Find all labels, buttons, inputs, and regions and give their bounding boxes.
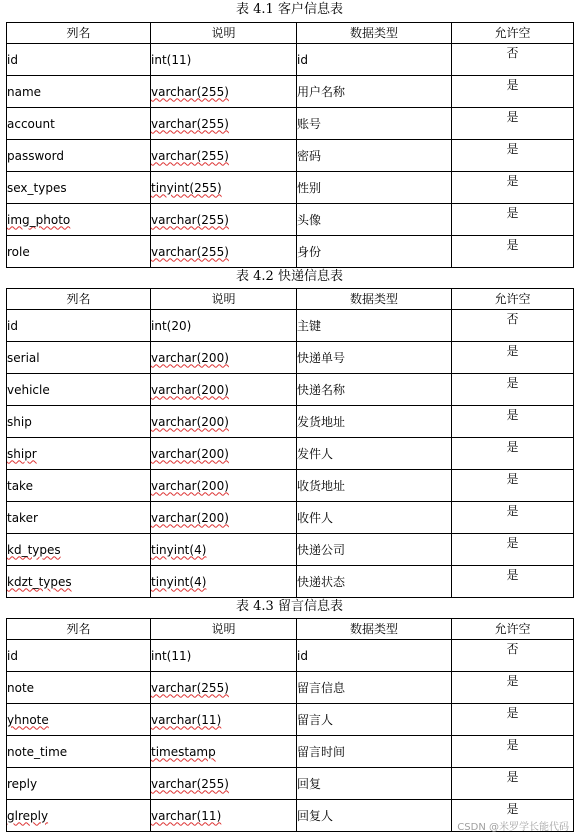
nullable-cell-text: 是: [506, 440, 519, 454]
nullable-cell-text: 是: [506, 472, 519, 486]
description-cell-text: id: [297, 52, 308, 67]
table-row: [7, 672, 574, 704]
description-cell-text: 快递公司: [297, 543, 346, 557]
nullable-cell: [452, 374, 574, 406]
nullable-cell: [452, 736, 574, 768]
nullable-cell-text: 是: [506, 536, 519, 550]
column-name-cell-text: note: [7, 680, 35, 695]
data-type-cell: [151, 640, 297, 672]
description-cell-text: 快递名称: [297, 383, 346, 397]
nullable-cell-text: 是: [506, 568, 519, 582]
column-name-cell: [7, 310, 151, 342]
column-name-cell: [7, 534, 151, 566]
column-header: 数据类型: [297, 23, 452, 44]
column-header: 允许空: [452, 619, 574, 640]
description-cell-text: id: [297, 648, 308, 663]
column-header: 说明: [151, 23, 297, 44]
column-name-cell: [7, 640, 151, 672]
nullable-cell: [452, 704, 574, 736]
column-header: 数据类型: [297, 289, 452, 310]
nullable-cell-text: 是: [506, 504, 519, 518]
table-row: [7, 236, 574, 268]
column-name-cell-text: taker: [7, 510, 38, 525]
description-cell-text: 账号: [297, 117, 322, 131]
nullable-cell-text: 是: [506, 110, 519, 124]
description-cell: [297, 768, 452, 800]
description-cell-text: 身份: [297, 245, 322, 259]
column-name-cell: [7, 672, 151, 704]
description-cell-text: 回复人: [297, 809, 334, 823]
data-type-cell-text: varchar(200): [151, 414, 229, 429]
data-type-cell-text: varchar(255): [151, 244, 229, 259]
column-name-cell-text: shipr: [7, 446, 37, 461]
data-type-cell: [151, 502, 297, 534]
description-cell: [297, 76, 452, 108]
column-name-cell-text: kdzt_types: [7, 574, 72, 589]
data-type-cell-text: varchar(255): [151, 148, 229, 163]
nullable-cell: [452, 236, 574, 268]
column-name-cell-text: name: [7, 84, 42, 99]
data-type-cell-text: tinyint(4): [151, 542, 207, 557]
column-name-cell-text: img_photo: [7, 212, 71, 227]
column-header: 允许空: [452, 23, 574, 44]
column-name-cell-text: id: [7, 52, 18, 67]
nullable-cell: [452, 44, 574, 76]
data-type-cell-text: varchar(255): [151, 212, 229, 227]
column-name-cell-text: password: [7, 148, 64, 163]
nullable-cell-text: 是: [506, 408, 519, 422]
description-cell-text: 收货地址: [297, 479, 346, 493]
data-type-cell-text: varchar(255): [151, 776, 229, 791]
table-row: [7, 44, 574, 76]
description-cell: [297, 236, 452, 268]
caption-table-3: 表 4.3 留言信息表: [236, 599, 343, 614]
description-cell: [297, 310, 452, 342]
table-row: [7, 470, 574, 502]
column-name-cell: [7, 374, 151, 406]
table-row: [7, 76, 574, 108]
column-header: 说明: [151, 289, 297, 310]
data-type-cell-text: varchar(200): [151, 510, 229, 525]
column-name-cell-text: reply: [7, 776, 38, 791]
column-name-cell: [7, 172, 151, 204]
data-type-cell-text: varchar(255): [151, 116, 229, 131]
description-cell-text: 快递状态: [297, 575, 346, 589]
nullable-cell: [452, 172, 574, 204]
table-row: [7, 566, 574, 598]
table-row: [7, 640, 574, 672]
description-cell-text: 头像: [297, 213, 322, 227]
column-name-cell: [7, 566, 151, 598]
data-type-cell-text: varchar(200): [151, 446, 229, 461]
data-type-cell-text: varchar(11): [151, 712, 222, 727]
nullable-cell: [452, 406, 574, 438]
nullable-cell: [452, 342, 574, 374]
description-cell: [297, 438, 452, 470]
data-type-cell: [151, 768, 297, 800]
table-row: [7, 172, 574, 204]
table-row: [7, 140, 574, 172]
column-header: 允许空: [452, 289, 574, 310]
table-row: [7, 736, 574, 768]
caption-table-1: 表 4.1 客户信息表: [236, 2, 343, 17]
column-name-cell: [7, 438, 151, 470]
nullable-cell: [452, 76, 574, 108]
column-name-cell: [7, 236, 151, 268]
column-name-cell-text: account: [7, 116, 55, 131]
table-row: [7, 204, 574, 236]
column-name-cell: [7, 76, 151, 108]
column-name-cell: [7, 736, 151, 768]
table-row: [7, 768, 574, 800]
column-name-cell: [7, 768, 151, 800]
data-type-cell-text: int(11): [151, 52, 192, 67]
column-name-cell-text: yhnote: [7, 712, 49, 727]
column-name-cell: [7, 140, 151, 172]
column-name-cell-text: role: [7, 244, 30, 259]
column-name-cell: [7, 342, 151, 374]
column-name-cell-text: glreply: [7, 808, 49, 823]
description-cell-text: 留言信息: [297, 681, 346, 695]
description-cell: [297, 704, 452, 736]
data-type-cell-text: int(11): [151, 648, 192, 663]
nullable-cell-text: 是: [506, 376, 519, 390]
table-row: [7, 406, 574, 438]
description-cell-text: 回复: [297, 777, 322, 791]
table-row: [7, 704, 574, 736]
data-type-cell-text: varchar(200): [151, 382, 229, 397]
column-name-cell: [7, 108, 151, 140]
data-type-cell: [151, 534, 297, 566]
description-cell-text: 性别: [297, 181, 322, 195]
table-customer-info: [6, 22, 574, 268]
table-message-info: [6, 618, 574, 832]
nullable-cell: [452, 438, 574, 470]
column-header: 列名: [7, 23, 151, 44]
nullable-cell-text: 是: [506, 738, 519, 752]
table-row: [7, 374, 574, 406]
table-express-info: [6, 288, 574, 598]
data-type-cell: [151, 342, 297, 374]
description-cell-text: 主键: [297, 319, 322, 333]
data-type-cell: [151, 44, 297, 76]
table-row: [7, 534, 574, 566]
column-name-cell: [7, 470, 151, 502]
data-type-cell: [151, 374, 297, 406]
data-type-cell-text: timestamp: [151, 744, 216, 759]
description-cell: [297, 470, 452, 502]
data-type-cell-text: varchar(200): [151, 478, 229, 493]
description-cell: [297, 406, 452, 438]
nullable-cell-text: 是: [506, 174, 519, 188]
nullable-cell: [452, 640, 574, 672]
nullable-cell-text: 是: [506, 674, 519, 688]
nullable-cell: [452, 566, 574, 598]
column-name-cell-text: vehicle: [7, 382, 50, 397]
table-row: [7, 310, 574, 342]
description-cell: [297, 374, 452, 406]
description-cell: [297, 800, 452, 832]
column-name-cell: [7, 704, 151, 736]
nullable-cell: [452, 470, 574, 502]
nullable-cell-text: 是: [506, 706, 519, 720]
description-cell: [297, 566, 452, 598]
column-name-cell: [7, 406, 151, 438]
column-name-cell: [7, 502, 151, 534]
nullable-cell-text: 是: [506, 238, 519, 252]
column-name-cell: [7, 204, 151, 236]
nullable-cell: [452, 108, 574, 140]
description-cell-text: 发货地址: [297, 415, 346, 429]
nullable-cell-text: 是: [506, 770, 519, 784]
column-header: 数据类型: [297, 619, 452, 640]
nullable-cell: [452, 310, 574, 342]
description-cell: [297, 44, 452, 76]
column-name-cell-text: ship: [7, 414, 32, 429]
column-header: 说明: [151, 619, 297, 640]
nullable-cell: [452, 768, 574, 800]
nullable-cell-text: 是: [506, 78, 519, 92]
description-cell: [297, 140, 452, 172]
column-header: 列名: [7, 289, 151, 310]
column-name-cell-text: take: [7, 478, 33, 493]
data-type-cell: [151, 672, 297, 704]
column-name-cell-text: kd_types: [7, 542, 61, 557]
data-type-cell-text: tinyint(255): [151, 180, 222, 195]
nullable-cell: [452, 534, 574, 566]
description-cell-text: 留言人: [297, 713, 334, 727]
description-cell: [297, 204, 452, 236]
data-type-cell: [151, 108, 297, 140]
data-type-cell: [151, 76, 297, 108]
nullable-cell: [452, 140, 574, 172]
nullable-cell-text: 是: [506, 142, 519, 156]
nullable-cell-text: 否: [506, 46, 519, 60]
description-cell-text: 快递单号: [297, 351, 346, 365]
table-row: [7, 438, 574, 470]
data-type-cell: [151, 236, 297, 268]
data-type-cell: [151, 736, 297, 768]
data-type-cell: [151, 310, 297, 342]
table-row: [7, 108, 574, 140]
nullable-cell-text: 是: [506, 206, 519, 220]
description-cell: [297, 534, 452, 566]
data-type-cell-text: tinyint(4): [151, 574, 207, 589]
data-type-cell-text: varchar(255): [151, 84, 229, 99]
data-type-cell-text: varchar(255): [151, 680, 229, 695]
column-name-cell: [7, 44, 151, 76]
column-name-cell-text: id: [7, 318, 18, 333]
column-name-cell-text: id: [7, 648, 18, 663]
data-type-cell: [151, 566, 297, 598]
nullable-cell-text: 否: [506, 642, 519, 656]
description-cell-text: 留言时间: [297, 745, 346, 759]
data-type-cell: [151, 704, 297, 736]
column-name-cell-text: serial: [7, 350, 40, 365]
column-name-cell-text: note_time: [7, 744, 68, 759]
nullable-cell-text: 是: [506, 344, 519, 358]
description-cell: [297, 342, 452, 374]
data-type-cell: [151, 204, 297, 236]
column-name-cell-text: sex_types: [7, 180, 67, 195]
data-type-cell-text: varchar(200): [151, 350, 229, 365]
nullable-cell: [452, 502, 574, 534]
nullable-cell: [452, 672, 574, 704]
description-cell-text: 密码: [297, 149, 322, 163]
data-type-cell: [151, 140, 297, 172]
description-cell: [297, 736, 452, 768]
column-header: 列名: [7, 619, 151, 640]
csdn-watermark: CSDN @米罗学长能代码: [457, 822, 569, 833]
description-cell-text: 用户名称: [297, 85, 346, 99]
data-type-cell: [151, 406, 297, 438]
data-type-cell: [151, 172, 297, 204]
data-type-cell: [151, 438, 297, 470]
caption-table-2: 表 4.2 快递信息表: [236, 269, 343, 284]
description-cell: [297, 672, 452, 704]
description-cell: [297, 640, 452, 672]
table-row: [7, 502, 574, 534]
data-type-cell-text: int(20): [151, 318, 192, 333]
nullable-cell-text: 否: [506, 312, 519, 326]
nullable-cell-text: 是: [506, 802, 519, 816]
column-name-cell: [7, 800, 151, 832]
description-cell-text: 发件人: [297, 447, 334, 461]
table-row: [7, 342, 574, 374]
nullable-cell: [452, 204, 574, 236]
data-type-cell: [151, 800, 297, 832]
description-cell: [297, 108, 452, 140]
description-cell-text: 收件人: [297, 511, 334, 525]
description-cell: [297, 502, 452, 534]
data-type-cell-text: varchar(11): [151, 808, 222, 823]
description-cell: [297, 172, 452, 204]
data-type-cell: [151, 470, 297, 502]
